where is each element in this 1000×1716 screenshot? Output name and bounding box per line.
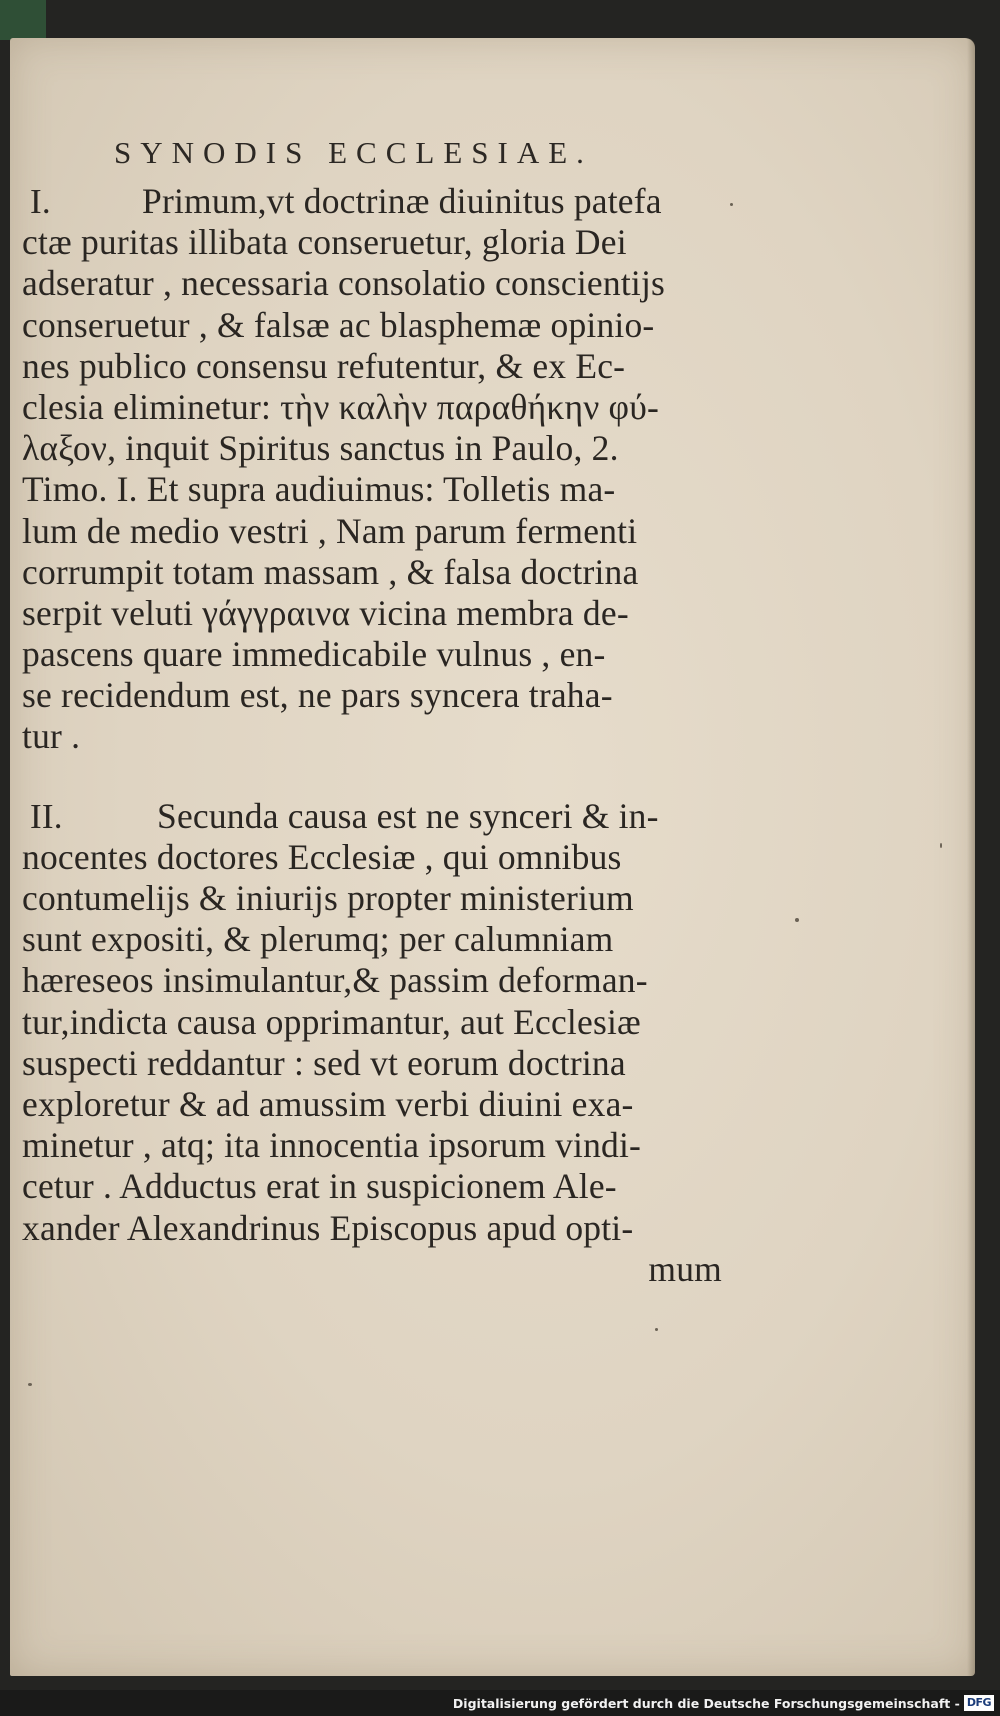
dfg-logo: DFG	[964, 1695, 994, 1711]
text-line: corrumpit totam massam , & falsa doctrina	[22, 551, 639, 592]
text-line: tur .	[22, 716, 81, 757]
catchword: mum	[648, 1248, 722, 1289]
text-line: Secunda causa est ne synceri & in-	[157, 795, 659, 836]
text-line: tur,indicta causa opprimantur, aut Ecclesiæ	[22, 1001, 641, 1042]
text-line: serpit veluti γάγγραινα vicina membra de-	[22, 592, 629, 633]
text-line: xander Alexandrinus Episcopus apud opti-	[22, 1207, 634, 1248]
text-line: lum de medio vestri , Nam parum fermenti	[22, 510, 638, 551]
text-line: se recidendum est, ne pars syncera traha-	[22, 675, 613, 716]
text-line: nocentes doctores Ecclesiæ , qui omnibus	[22, 836, 622, 877]
text-line: suspecti reddantur : sed vt eorum doctrina	[22, 1042, 626, 1083]
paper-speck	[940, 843, 942, 848]
paper-speck	[28, 1383, 32, 1386]
running-head: SYNODIS ECCLESIAE.	[114, 135, 593, 170]
paragraph-number: II.	[30, 796, 63, 836]
paragraph-number: I.	[30, 182, 51, 221]
text-line: nes publico consensu refutentur, & ex Ec-	[22, 345, 626, 386]
text-line: clesia eliminetur: τὴν καλὴν παραθήκην φύ-	[22, 386, 660, 427]
page-edge-shadow	[967, 38, 975, 1676]
text-line: pascens quare immedicabile vulnus , en-	[22, 634, 606, 675]
text-line: Timo. I. Et supra audiuimus: Tolletis ma-	[22, 469, 616, 510]
paper-speck	[655, 1328, 658, 1331]
text-line: Primum,vt doctrinæ diuinitus patefa	[142, 181, 662, 221]
text-line: adseratur , necessaria consolatio conscientijs	[22, 263, 666, 304]
paper-speck	[730, 203, 733, 206]
paper-speck	[795, 918, 799, 922]
binding-edge	[0, 0, 46, 40]
page-text	[22, 133, 722, 1290]
text-line: contumelijs & iniurijs propter ministerium	[22, 878, 634, 918]
paragraph-1	[22, 181, 722, 758]
text-line: conseruetur , & falsæ ac blasphemæ opinio-	[22, 304, 655, 345]
text-line: λαξον, inquit Spiritus sanctus in Paulo, 2.	[22, 428, 619, 469]
paragraph-2	[22, 796, 722, 1290]
text-line: hæreseos insimulantur,& passim deforman-	[22, 960, 648, 1001]
text-line: exploretur & ad amussim verbi diuini exa-	[22, 1083, 634, 1124]
funding-credit-text: Digitalisierung gefördert durch die Deutsche Forschungsgemeinschaft -	[452, 1695, 960, 1711]
text-line: cetur . Adductus erat in suspicionem Ale-	[22, 1166, 617, 1207]
text-line: sunt expositi, & plerumq; per calumniam	[22, 919, 614, 960]
text-line: minetur , atq; ita innocentia ipsorum vindi-	[22, 1125, 642, 1166]
book-page	[10, 38, 975, 1676]
funding-credit	[453, 1692, 994, 1714]
text-line: ctæ puritas illibata conseruetur, gloria Dei	[22, 222, 627, 263]
